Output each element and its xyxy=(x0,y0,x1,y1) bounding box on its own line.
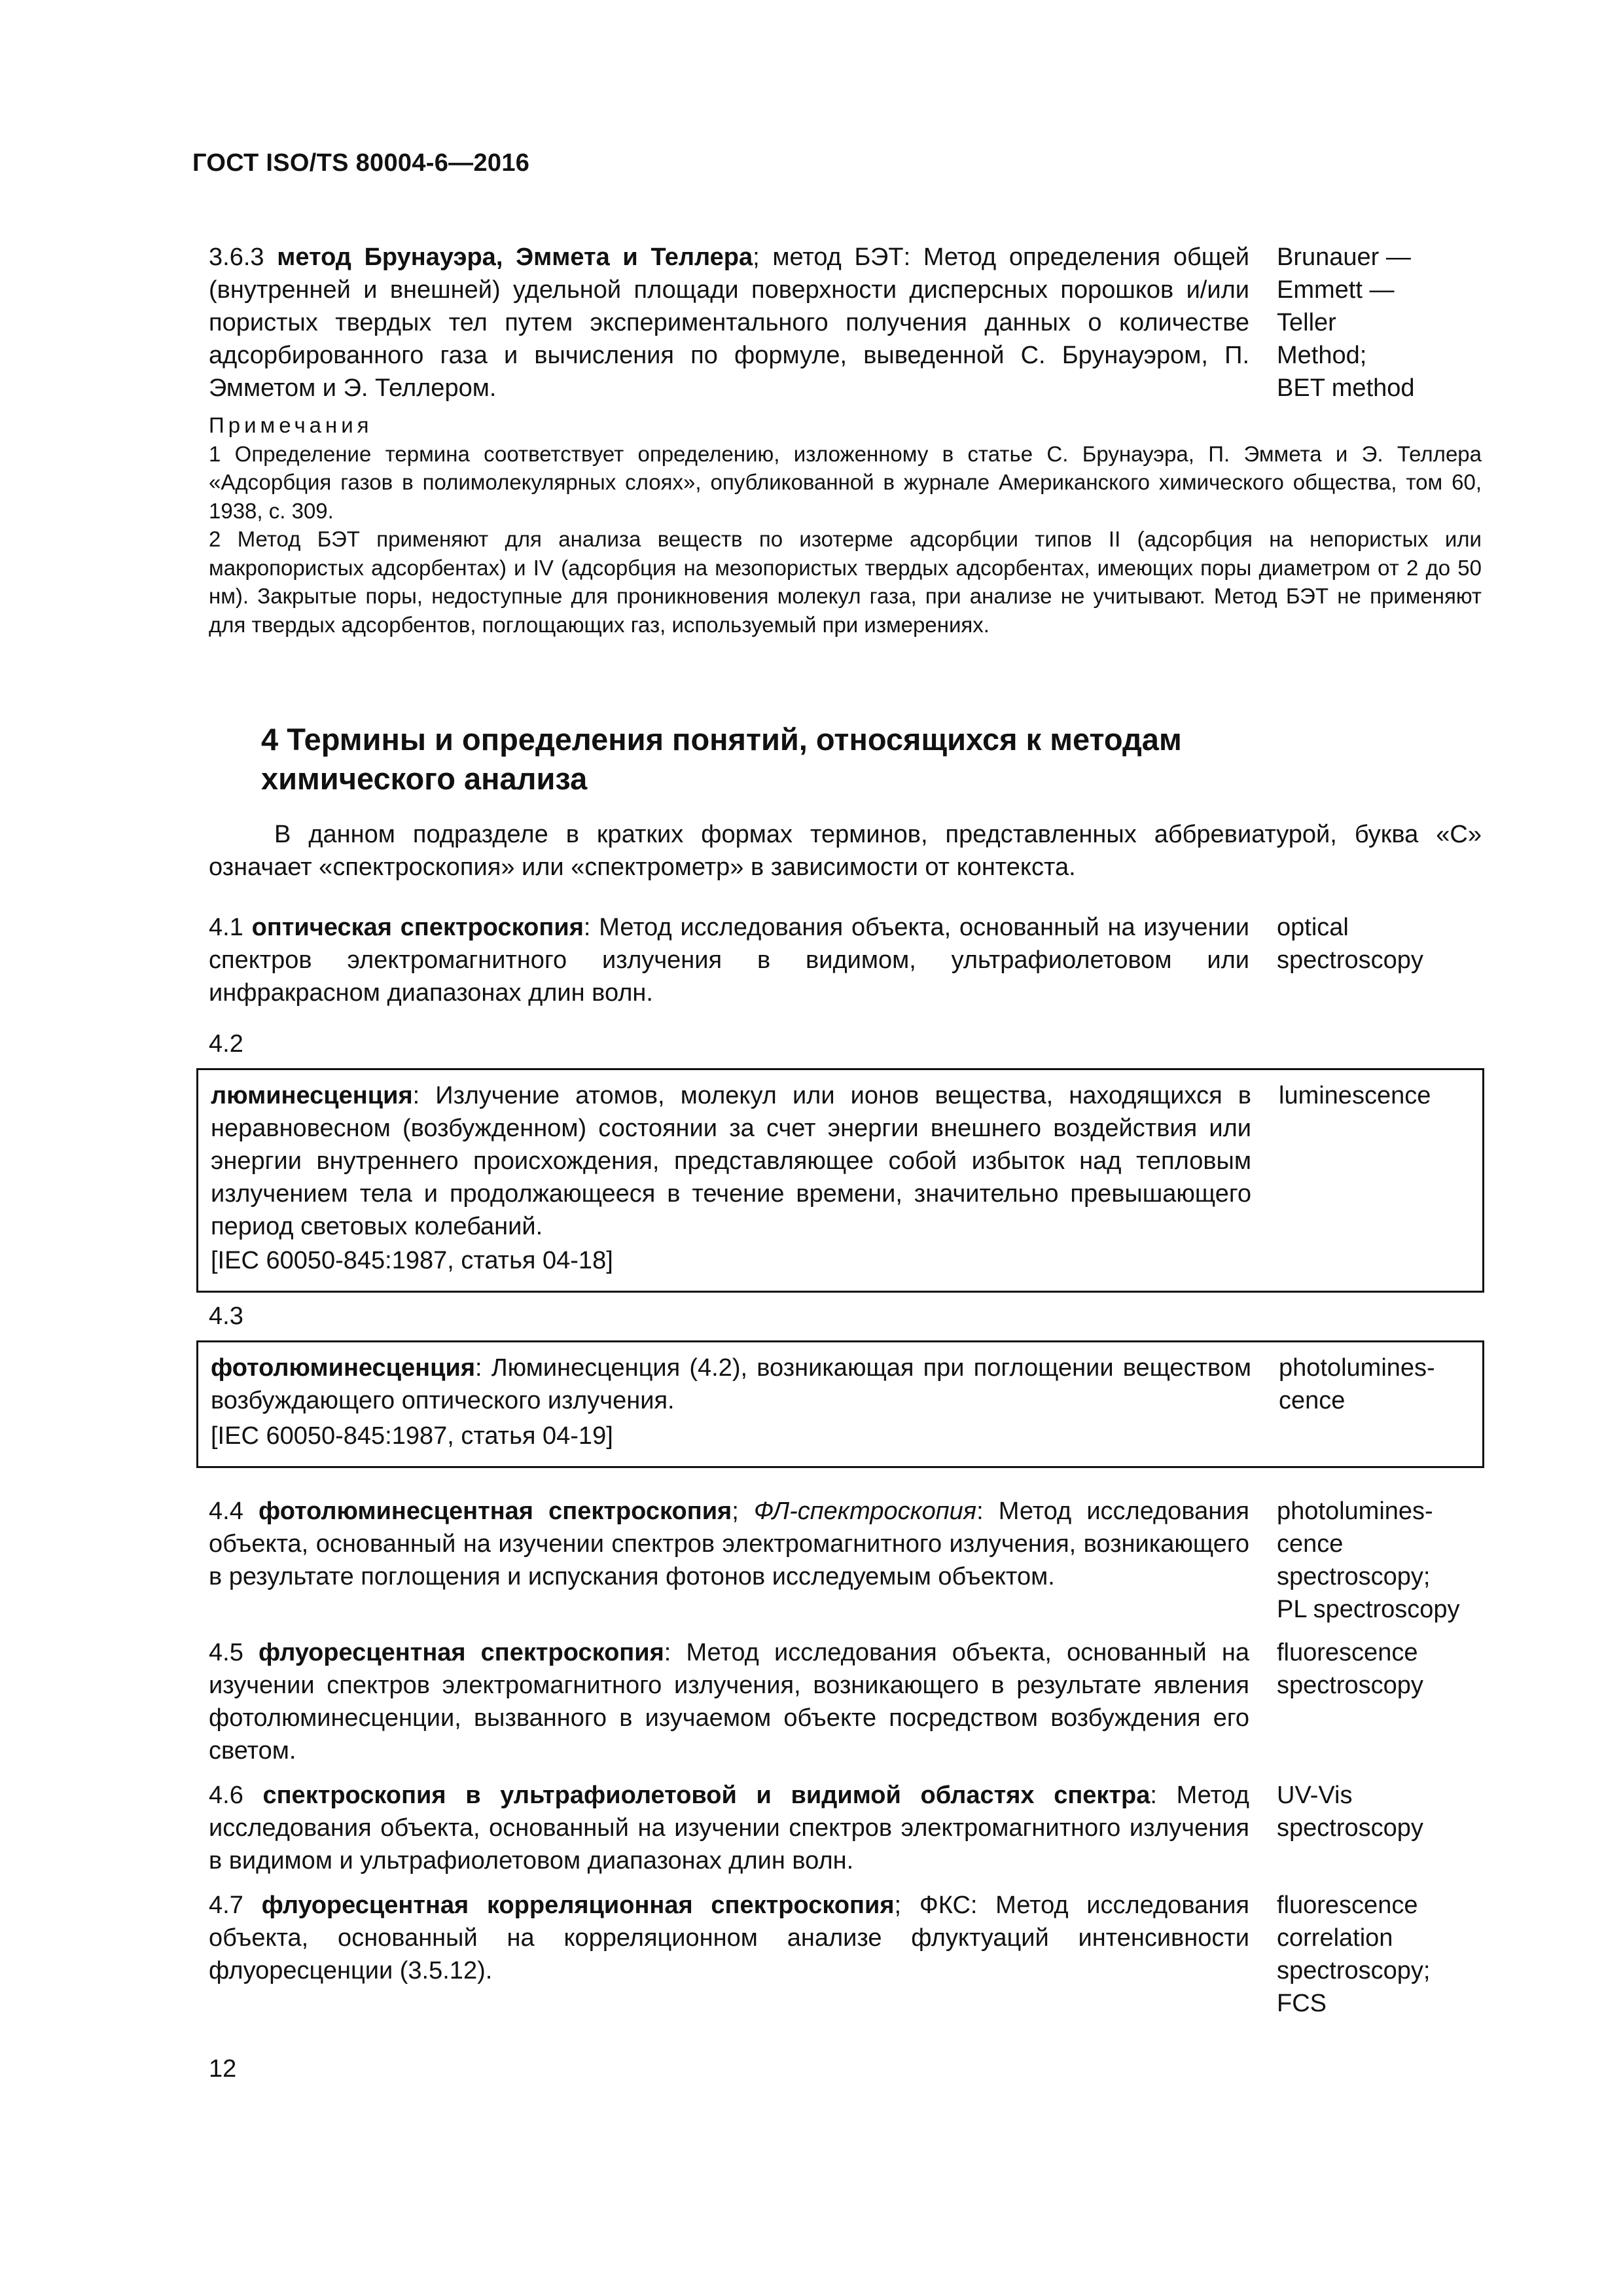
term-definition xyxy=(209,1889,1249,1987)
document-header: ГОСТ ISO/TS 80004-6—2016 xyxy=(192,149,530,177)
term-english-equivalent xyxy=(1277,1779,1460,1844)
term-english-equivalent xyxy=(1277,911,1460,977)
term-number: 4.3 xyxy=(209,1302,243,1330)
english-line: BET method xyxy=(1277,374,1415,402)
term-number: 4.2 xyxy=(209,1030,243,1058)
term-text: : Метод исследования объекта, основанный на изучении спектров электромагнитного излучения в видимом, ультрафиолетовом или инфракрасном диапазонах длин волн. xyxy=(209,914,1250,1007)
english-line: UV-Vis xyxy=(1277,1782,1353,1809)
english-line: spectroscopy xyxy=(1277,1672,1423,1699)
term-source: [IEC 60050-845:1987, статья 04-19] xyxy=(211,1422,613,1450)
term-english-equivalent xyxy=(1277,241,1460,404)
english-line: PL spectroscopy xyxy=(1277,1596,1460,1623)
english-line: optical xyxy=(1277,914,1349,941)
term-name: оптическая спектроскопия xyxy=(251,914,584,941)
term-text: : Метод исследования объекта, основанный на изучении спектров электромагнитного излучения в видимом и ультрафиолетовом диапазонах длин волн. xyxy=(209,1782,1249,1874)
term-frame-4-3 xyxy=(196,1340,1484,1468)
english-line: Method; xyxy=(1277,342,1367,369)
term-english-equivalent xyxy=(1279,1079,1462,1112)
note-2: 2 Метод БЭТ применяют для анализа веществ по изотерме адсорбции типов II (адсорбция на непористых или макропористых адсорбентах) и IV (адсорбция на мезопористых твердых адсорбентах, имеющих поры диаметром от 2 до 50 нм). Закрытые поры, недоступные для проникновения молекул газа, при анализе не учитывают. Метод БЭТ не применяют для твердых адсорбентов, поглощающих газ, используемый при измерениях. xyxy=(209,527,1482,637)
english-line: spectroscopy xyxy=(1277,946,1423,974)
term-number: 4.1 xyxy=(209,914,243,941)
page-number: 12 xyxy=(209,2055,237,2083)
term-number: 3.6.3 xyxy=(209,243,264,271)
term-name: фотолюминесценция xyxy=(211,1354,476,1382)
term-definition xyxy=(209,1636,1249,1767)
notes-title: Примечания xyxy=(209,413,373,437)
term-number: 4.5 xyxy=(209,1639,243,1666)
english-line: photolumines- xyxy=(1279,1354,1435,1382)
english-line: cence xyxy=(1277,1530,1344,1558)
note-1: 1 Определение термина соответствует определению, изложенному в статье С. Брунауэра, П. Эммета и Э. Теллера «Адсорбция газов в полимолекулярных слоях», опубликованной в журнале Американского химического общества, том 60, 1938, с. 309. xyxy=(209,441,1482,523)
english-line: spectroscopy; xyxy=(1277,1957,1431,1984)
term-name: фотолюминесцентная спектроскопия xyxy=(258,1498,732,1525)
english-line: spectroscopy xyxy=(1277,1814,1423,1842)
term-text: : Метод исследования объекта, основанный на изучении спектров электромагнитного излучения, возникающего в результате явления фотолюминесценции, вызванного в изучаемом объекте посредством возбуждения его светом. xyxy=(209,1639,1249,1765)
term-source: [IEC 60050-845:1987, статья 04-18] xyxy=(211,1247,613,1274)
term-definition xyxy=(209,911,1249,1009)
english-line: photolumines- xyxy=(1277,1498,1433,1525)
term-english-equivalent xyxy=(1279,1352,1462,1417)
section-intro xyxy=(209,818,1482,884)
english-line: Emmett — Teller xyxy=(1277,276,1395,336)
term-definition xyxy=(211,1352,1251,1417)
term-definition xyxy=(209,1495,1249,1593)
term-english-equivalent xyxy=(1277,1495,1460,1626)
term-definition xyxy=(211,1079,1251,1243)
term-number: 4.6 xyxy=(209,1782,243,1809)
english-line: fluorescence xyxy=(1277,1639,1418,1666)
english-line: cence xyxy=(1279,1387,1346,1414)
term-text: : Люминесценция (4.2), возникающая при поглощении веществом возбуждающего оптического излучения. xyxy=(211,1354,1251,1414)
term-name: флуоресцентная спектроскопия xyxy=(258,1639,664,1666)
term-name: метод Брунауэра, Эммета и Теллера xyxy=(277,243,753,271)
section-heading: 4 Термины и определения понятий, относящихся к методам химического анализа xyxy=(261,722,1182,796)
term-text: : Метод исследования объекта, основанный на изучении спектров электромагнитного излучения, возникающего в результате поглощения и испускания фотонов исследуемым объектом. xyxy=(209,1498,1250,1590)
english-line: correlation xyxy=(1277,1924,1393,1952)
english-line: spectroscopy; xyxy=(1277,1563,1431,1590)
term-text: : Излучение атомов, молекул или ионов вещества, находящихся в неравновесном (возбужденном) состоянии за счет энергии внешнего воздействия или энергии внутреннего происхождения, представляющее собой избыток над тепловым излучением тела и продолжающееся в течение времени, значительно превышающего период световых колебаний. xyxy=(211,1082,1251,1240)
term-name: люминесценция xyxy=(211,1082,413,1109)
term-number: 4.4 xyxy=(209,1498,243,1525)
english-line: FCS xyxy=(1277,1990,1327,2017)
notes-block xyxy=(209,411,1482,639)
term-frame-4-2 xyxy=(196,1068,1484,1293)
english-line: luminescence xyxy=(1279,1082,1431,1109)
term-english-equivalent xyxy=(1277,1636,1460,1702)
term-name: спектроскопия в ультрафиолетовой и видимой областях спектра xyxy=(262,1782,1150,1809)
intro-text: В данном подразделе в кратких формах терминов, представленных аббревиатурой, буква «С» означает «спектроскопия» или «спектрометр» в зависимости от контекста. xyxy=(209,821,1482,881)
term-definition xyxy=(209,1779,1249,1877)
term-text: ; ФКС: Метод исследования объекта, основанный на корреляционном анализе флуктуаций интенсивности флуоресценции (3.5.12). xyxy=(209,1892,1249,1984)
term-separator: ; xyxy=(732,1498,754,1525)
english-line: fluorescence xyxy=(1277,1892,1418,1919)
term-name: флуоресцентная корреляционная спектроскопия xyxy=(261,1892,895,1919)
term-definition xyxy=(209,241,1249,404)
term-text: ; метод БЭТ: Метод определения общей (внутренней и внешней) удельной площади поверхности дисперсных порошков и/или пористых твердых тел путем экспериментального получения данных о количестве адсорбированного газа и вычисления по формуле, выведенной С. Брунауэром, П. Эмметом и Э. Теллером. xyxy=(209,243,1249,402)
term-number: 4.7 xyxy=(209,1892,243,1919)
term-abbreviation: ФЛ-спектроскопия xyxy=(753,1498,977,1525)
term-english-equivalent xyxy=(1277,1889,1460,2020)
english-line: Brunauer — xyxy=(1277,243,1411,271)
